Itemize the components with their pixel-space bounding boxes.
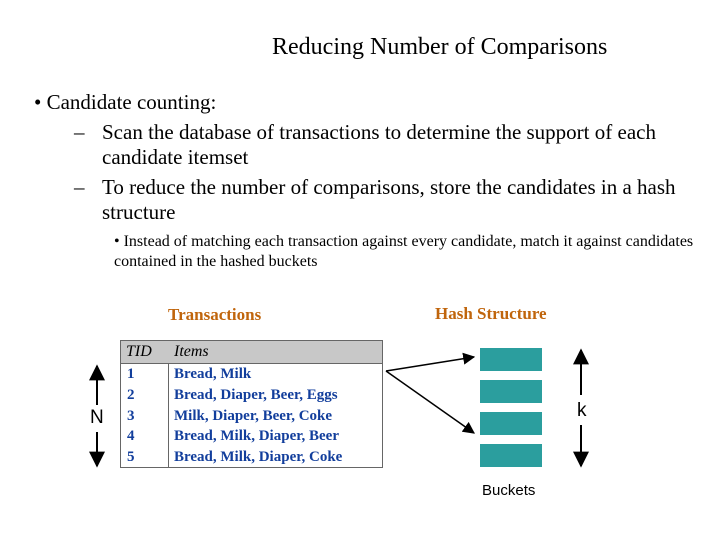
items-cell: Milk, Diaper, Beer, Coke [174, 407, 333, 424]
tid-cell: 1 [127, 366, 135, 382]
slide-title: Reducing Number of Comparisons [272, 34, 608, 60]
tid-cell: 4 [127, 428, 135, 445]
items-cell: Bread, Milk [174, 366, 252, 382]
items-cell: Bread, Milk, Diaper, Beer [174, 428, 339, 445]
k-label: k [577, 400, 587, 421]
hash-arrow-lower [386, 371, 474, 433]
hash-arrow-upper [386, 357, 474, 371]
tid-cell: 2 [127, 386, 135, 403]
tid-cell: 3 [127, 407, 135, 424]
items-cell: Bread, Diaper, Beer, Eggs [174, 386, 338, 403]
dash-marker: – [74, 120, 85, 144]
n-label: N [90, 407, 104, 428]
transactions-label: Transactions [168, 305, 262, 324]
sub-sub-bullet: • Instead of matching each transaction against every candidate, match it against candidates contained in the hashed buckets [114, 233, 694, 270]
hash-structure-label: Hash Structure [435, 304, 547, 323]
header-tid: TID [126, 343, 152, 360]
sub-bullet-scan-text: Scan the database of transactions to determine the support of each candidate itemset [102, 120, 656, 169]
header-items: Items [174, 343, 209, 360]
bullet-candidate-counting: • Candidate counting: [34, 90, 217, 114]
tid-cell: 5 [127, 449, 135, 466]
items-cell: Bread, Milk, Diaper, Coke [174, 449, 343, 466]
dash-marker: – [74, 175, 85, 199]
buckets-label: Buckets [482, 482, 536, 499]
sub-bullet-hash-text: To reduce the number of comparisons, store the candidates in a hash structure [102, 175, 676, 224]
